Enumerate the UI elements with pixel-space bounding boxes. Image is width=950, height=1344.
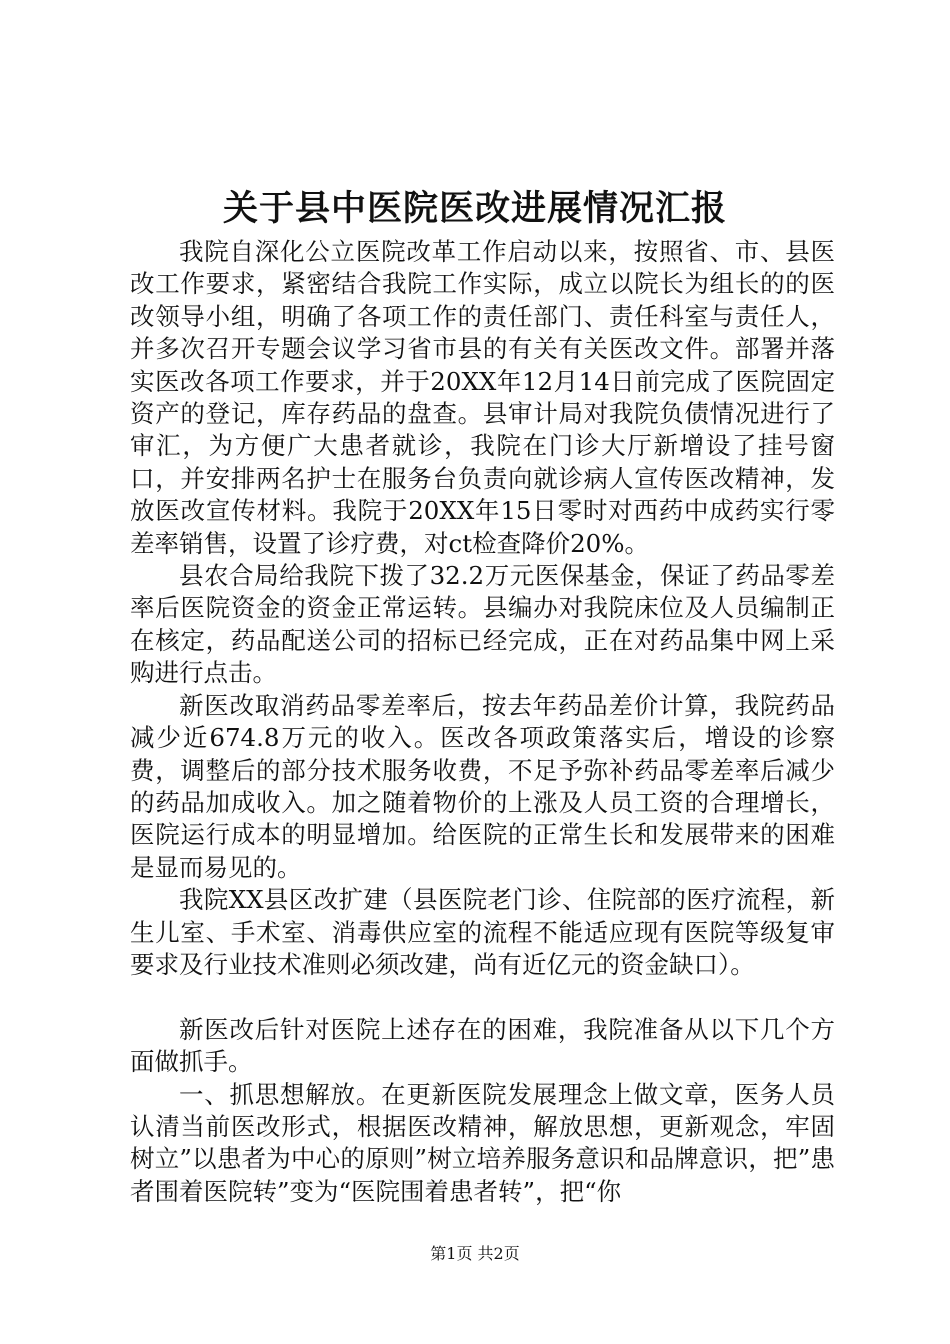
document-body <box>130 236 835 1208</box>
paragraph-spacer <box>130 981 835 1013</box>
paragraph-1: 我院自深化公立医院改革工作启动以来，按照省、市、县医改工作要求，紧密结合我院工作实际，成立以院长为组长的的医改领导小组，明确了各项工作的责任部门、责任科室与责任人，并多次召开专题会议学习省市县的有关有关医改文件。部署并落实医改各项工作要求，并于20XX年12月14日前完成了医院固定资产的登记，库存药品的盘查。县审计局对我院负债情况进行了审汇，为方便广大患者就诊，我院在门诊大厅新增设了挂号窗口，并安排两名护士在服务台负责向就诊病人宣传医改精神，发放医改宣传材料。我院于20XX年15日零时对西药中成药实行零差率销售，设置了诊疗费，对ct检查降价20%。 <box>130 237 835 558</box>
paragraph-5: 新医改后针对医院上述存在的困难，我院准备从以下几个方面做抓手。 <box>130 1014 835 1077</box>
paragraph-2: 县农合局给我院下拨了32.2万元医保基金，保证了药品零差率后医院资金的资金正常运转。县编办对我院床位及人员编制正在核定，药品配送公司的招标已经完成，正在对药品集中网上采购进行点击。 <box>130 561 835 688</box>
paragraph-6: 一、抓思想解放。在更新医院发展理念上做文章，医务人员认清当前医改形式，根据医改精神，解放思想，更新观念，牢固树立”以患者为中心的原则”树立培养服务意识和品牌意识，把”患者围着医院转”变为“医院围着患者转”，把“你 <box>130 1079 835 1206</box>
document-title: 关于县中医院医改进展情况汇报 <box>222 188 727 229</box>
paragraph-4: 我院XX县区改扩建（县医院老门诊、住院部的医疗流程，新生儿室、手术室、消毒供应室的流程不能适应现有医院等级复审要求及行业技术准则必须改建，尚有近亿元的资金缺口）。 <box>130 885 835 979</box>
paragraph-3: 新医改取消药品零差率后，按去年药品差价计算，我院药品减少近674.8万元的收入。医改各项政策落实后，增设的诊察费，调整后的部分技术服务收费，不足予弥补药品零差率后减少的药品加成收入。加之随着物价的上涨及人员工资的合理增长，医院运行成本的明显增加。给医院的正常生长和发展带来的困难是显而易见的。 <box>130 690 835 882</box>
page-footer: 第1页 共2页 <box>430 1244 520 1263</box>
